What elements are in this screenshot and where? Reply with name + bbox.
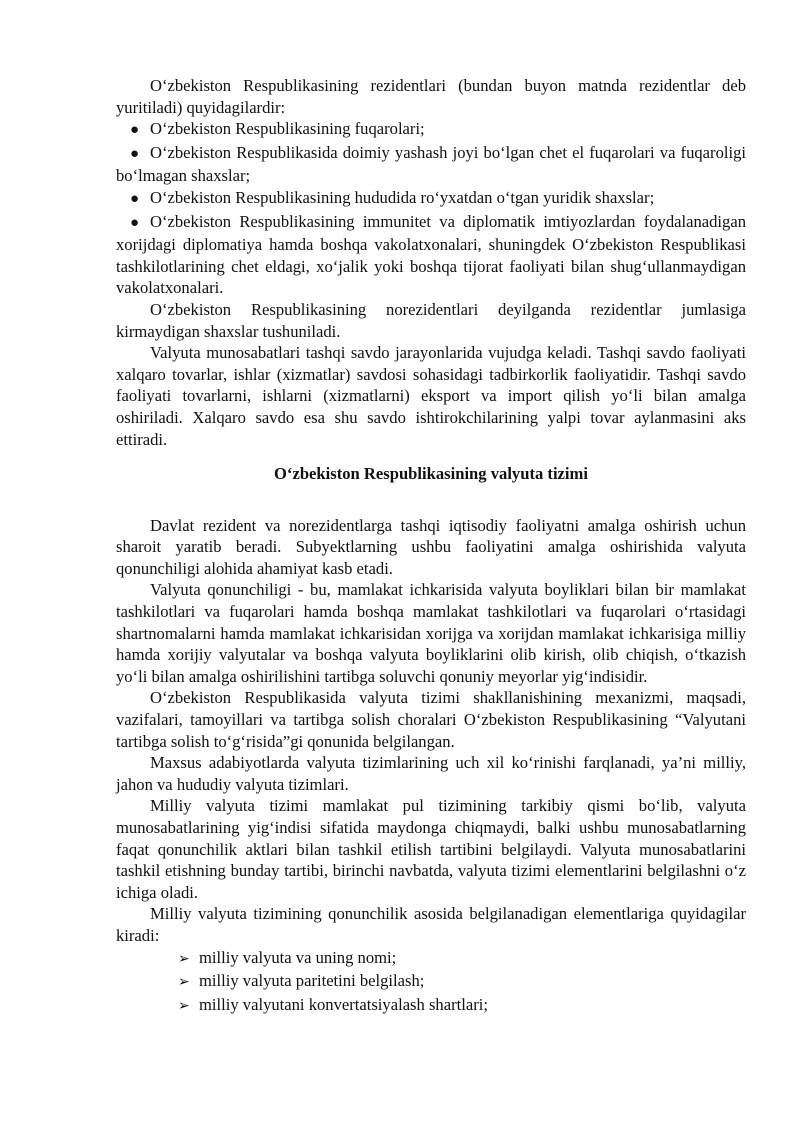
list-item: ➢ milliy valyuta paritetini belgilash; xyxy=(116,970,746,994)
bullet-icon: ● xyxy=(130,122,140,139)
list-item: ➢ milliy valyuta va uning nomi; xyxy=(116,947,746,971)
bullet-icon: ● xyxy=(130,145,140,162)
paragraph-nonresidents: O‘zbekiston Respublikasining norezidentlari deyilganda rezidentlar jumlasiga kirmaydigan shaxslar tushuniladi. xyxy=(116,299,746,341)
arrow-bullet-icon: ➢ xyxy=(178,974,190,991)
list-item: ● O‘zbekiston Respublikasining immunitet va diplomatik imtiyozlardan foydalanadigan xorijdagi diplomatiya hamda boshqa vakolatxonalari, shuningdek O‘zbekiston Respublikasi tashkilotlarining chet eldagi, xo‘jalik yoki boshqa tijorat faoliyati bilan shug‘ullanmaydigan vakolatxonalari. xyxy=(116,211,746,298)
paragraph-residents-intro: O‘zbekiston Respublikasining rezidentlari (bundan buyon matnda rezidentlar deb yuritiladi) quyidagilardir: xyxy=(116,76,746,117)
elements-arrow-list xyxy=(116,947,746,1018)
list-item: ● O‘zbekiston Respublikasining hududida ro‘yxatdan o‘tgan yuridik shaxslar; xyxy=(116,187,746,211)
arrow-bullet-icon: ➢ xyxy=(178,950,190,967)
paragraph: Milliy valyuta tizimining qonunchilik asosida belgilanadigan elementlariga quyidagilar kiradi: xyxy=(116,904,746,945)
list-item: ➢ milliy valyutani konvertatsiyalash shartlari; xyxy=(116,994,746,1018)
bullet-icon: ● xyxy=(130,190,140,207)
arrow-bullet-icon: ➢ xyxy=(178,997,190,1014)
residents-bullet-list xyxy=(116,118,746,299)
section-heading: O‘zbekiston Respublikasining valyuta tizimi xyxy=(274,464,588,484)
paragraph-foreign-trade: Valyuta munosabatlari tashqi savdo jarayonlarida vujudga keladi. Tashqi savdo faoliyati xalqaro tovarlar, ishlar (xizmatlar) savdosi sohasidagi tadbirkorlik faoliyatidir. Tashqi savdo faoliyati tovarlarni, ishlarni (xizmatlarni) eksport va import qilish yo‘li bilan amalga oshiriladi. Xalqaro savdo esa shu savdo ishtirokchilarining yalpi tovar aylanmasini aks ettiradi. xyxy=(116,343,746,449)
paragraph: O‘zbekiston Respublikasida valyuta tizimi shakllanishining mexanizmi, maqsadi, vazifalari, tamoyillari va tartibga solish choralari O‘zbekiston Respublikasining “Valyutani tartibga solish to‘g‘risida”gi qonunida belgilangan. xyxy=(116,688,746,751)
bullet-icon: ● xyxy=(130,214,140,231)
document-page xyxy=(116,75,746,1017)
list-item: ● O‘zbekiston Respublikasining fuqarolari; xyxy=(116,118,746,142)
list-item: ● O‘zbekiston Respublikasida doimiy yashash joyi bo‘lgan chet el fuqarolari va fuqaroligi bo‘lmagan shaxslar; xyxy=(116,142,746,186)
paragraph: Davlat rezident va norezidentlarga tashqi iqtisodiy faoliyatni amalga oshirish uchun sharoit yaratib beradi. Subyektlarning ushbu faoliyatini amalga oshirishida valyuta qonunchiligi alohida ahamiyat kasb etadi. xyxy=(116,515,746,578)
paragraph: Valyuta qonunchiligi - bu, mamlakat ichkarisida valyuta boyliklari bilan bir mamlakat tashkilotlari va fuqarolari hamda boshqa mamlakat tashkilotlari va fuqarolari o‘rtasidagi shartnomalarni hamda mamlakat ichkarisidan xorijga va xorijdan mamlakat ichkarisiga milliy hamda xorijiy valyutalar va boshqa valyuta boyliklarini olib kirish, olib chiqish, o‘tkazish yo‘li bilan amalga oshirilishini tartibga soluvchi qonuniy meyorlar yig‘indisidir. xyxy=(116,580,746,686)
paragraph: Maxsus adabiyotlarda valyuta tizimlarining uch xil ko‘rinishi farqlanadi, ya’ni milliy, jahon va hududiy valyuta tizimlari. xyxy=(116,753,746,794)
paragraph: Milliy valyuta tizimi mamlakat pul tizimining tarkibiy qismi bo‘lib, valyuta munosabatlarining yig‘indisi sifatida maydonga chiqmaydi, balki ushbu munosabatlarning faqat qonunchilik aktlari bilan tashkil etilish tartibini belgilaydi. Valyuta munosabatlarini tashkil etishning bunday tartibi, birinchi navbatda, valyuta tizimi elementlarini belgilashni o‘z ichiga oladi. xyxy=(116,796,746,902)
